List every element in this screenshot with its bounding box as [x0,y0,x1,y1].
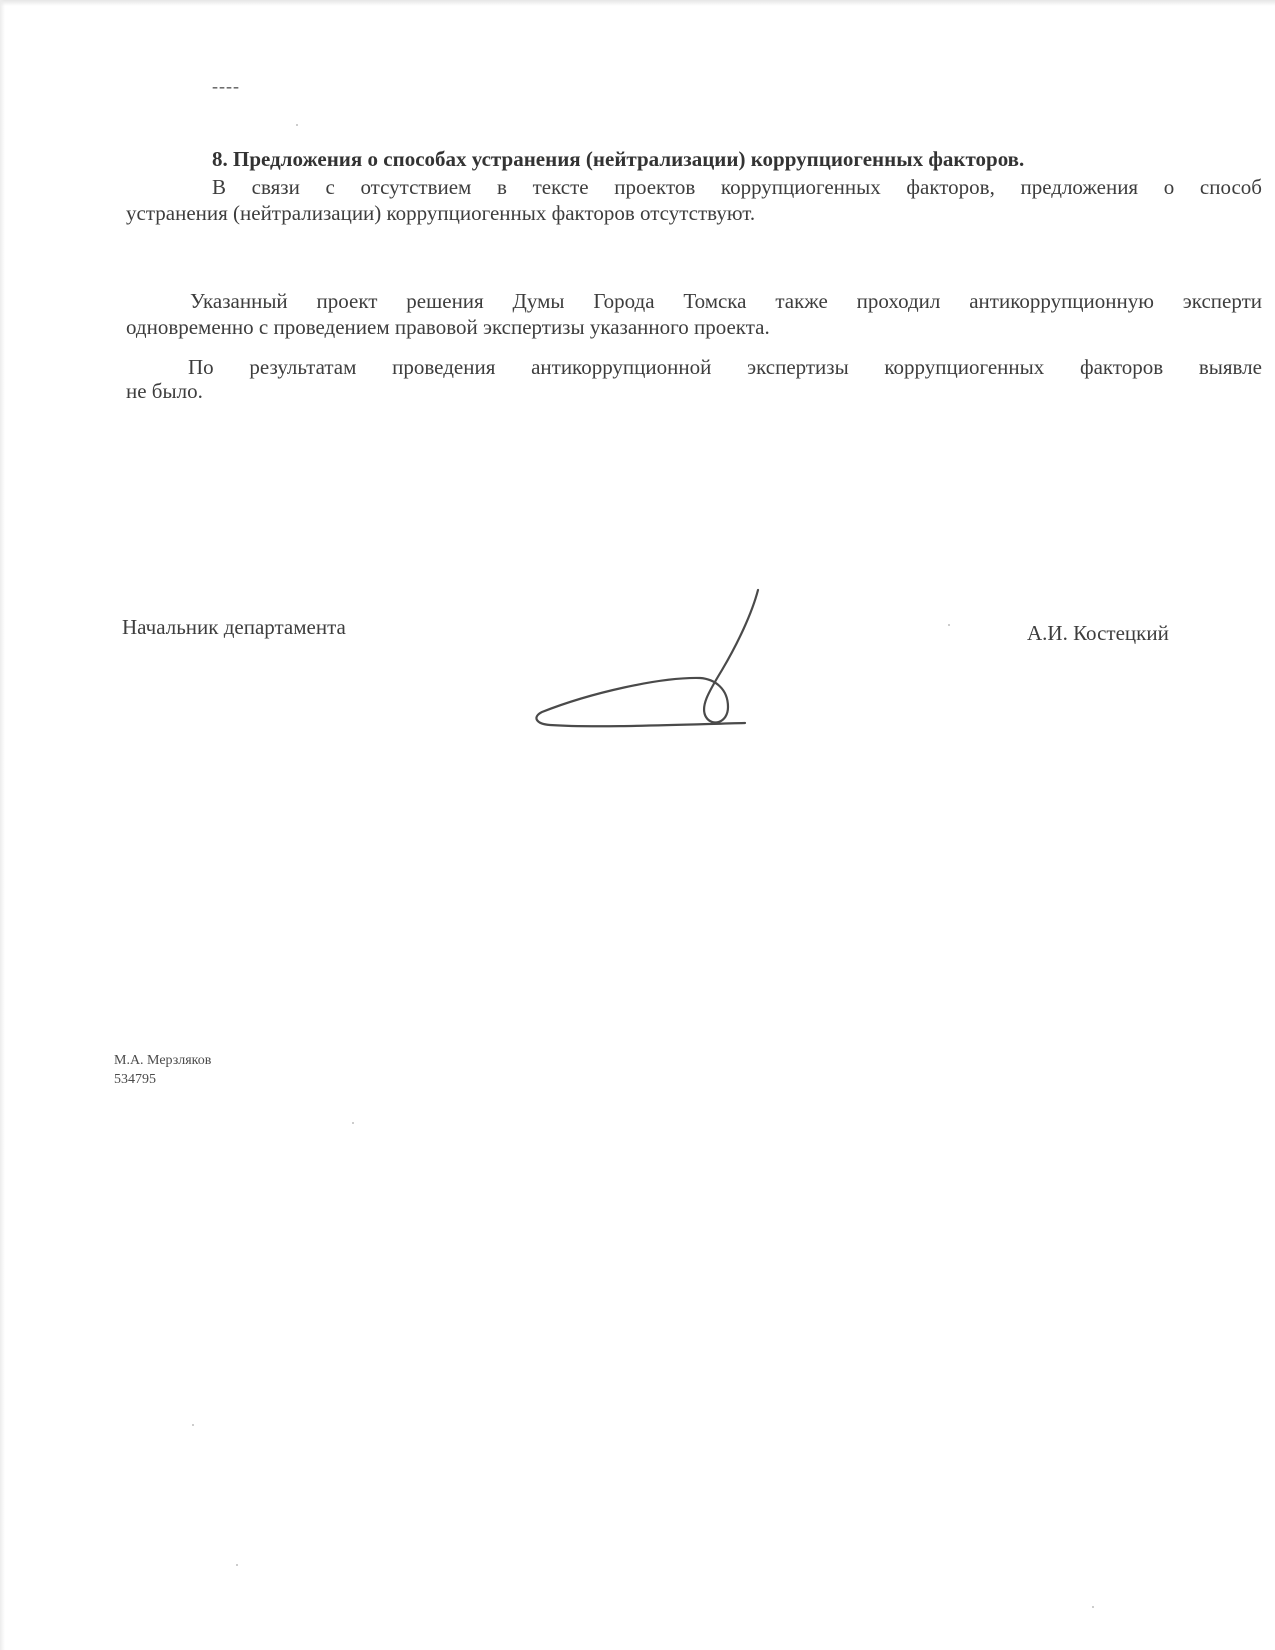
section-8-line-2: устранения (нейтрализации) коррупциогенных факторов отсутствуют. [126,201,756,225]
paragraph-2-line-2: не было. [126,379,203,403]
section-8-heading: 8. Предложения о способах устранения (нейтрализации) коррупциогенных факторов. [212,147,1025,171]
scan-speck [1092,1606,1094,1608]
scan-edge-left [0,0,5,1650]
scan-edge-top [0,0,1275,6]
scan-speck [296,124,298,126]
scan-speck [192,1424,194,1426]
scan-speck [948,624,950,626]
scan-speck [352,1122,354,1124]
separator-dashes: ---- [212,76,240,96]
paragraph-1-line-2: одновременно с проведением правовой экспертизы указанного проекта. [126,315,770,339]
executor-phone: 534795 [114,1072,156,1087]
signatory-name: А.И. Костецкий [1027,621,1169,645]
paragraph-2-line-1: По результатам проведения антикоррупционной экспертизы коррупциогенных факторов выявле [188,355,1262,379]
section-8-line-1: В связи с отсутствием в тексте проектов коррупциогенных факторов, предложения о способ [212,175,1262,199]
scan-speck [236,1564,238,1566]
signature-position: Начальник департамента [122,615,346,639]
handwritten-signature [530,585,770,735]
paragraph-1-line-1: Указанный проект решения Думы Города Томска также проходил антикоррупционную эксперти [190,289,1262,313]
executor-name: М.А. Мерзляков [114,1053,212,1068]
